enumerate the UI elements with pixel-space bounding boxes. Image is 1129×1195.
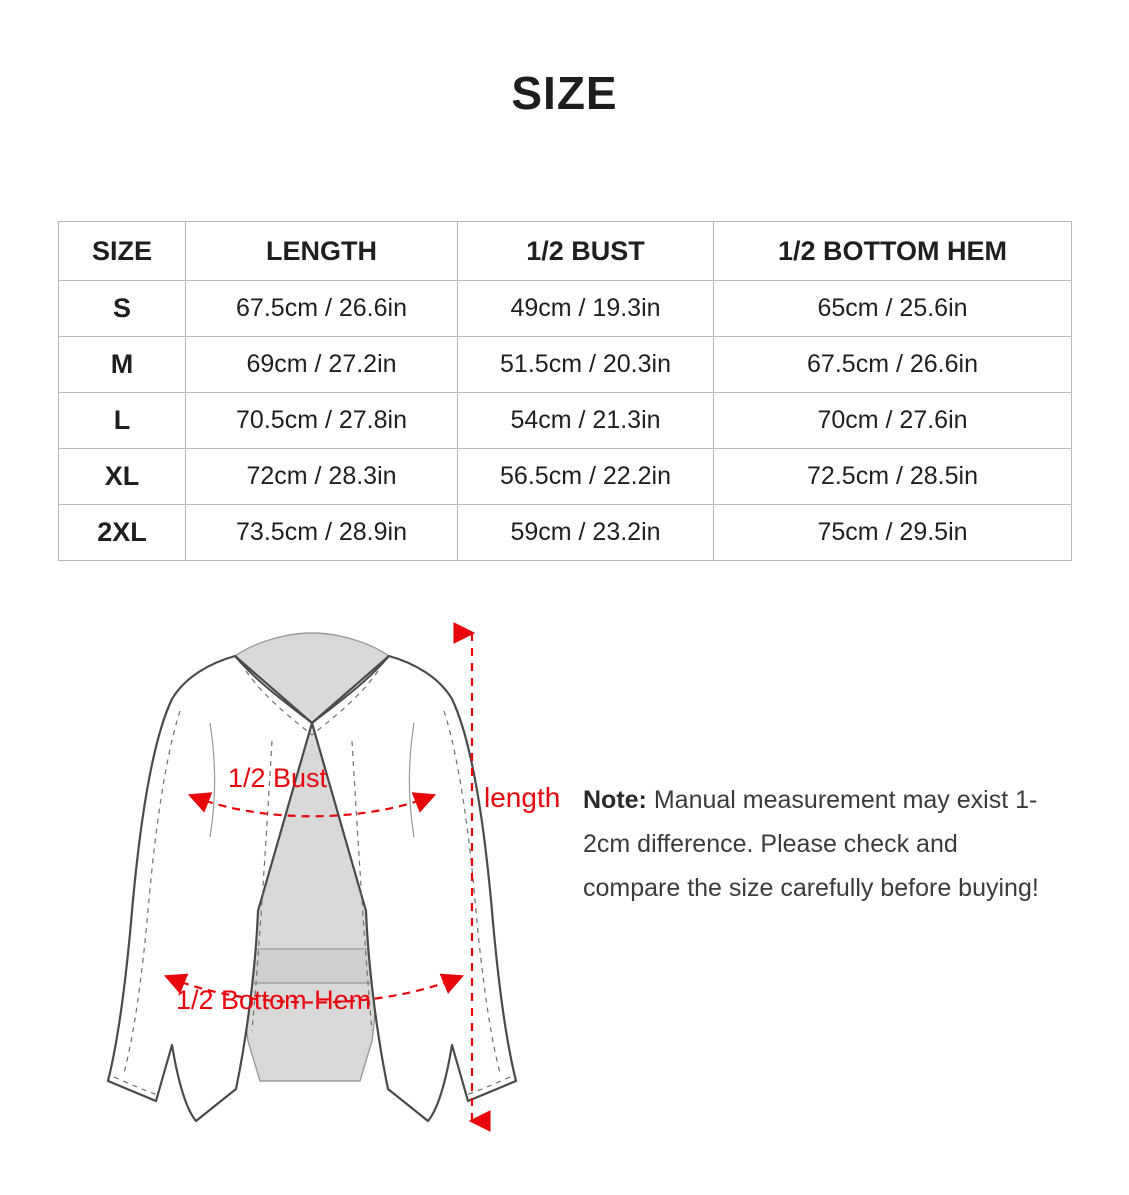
cell-hem: 70cm / 27.6in [714,393,1072,449]
cell-length: 72cm / 28.3in [186,449,458,505]
cell-hem: 72.5cm / 28.5in [714,449,1072,505]
cell-bust: 49cm / 19.3in [458,281,714,337]
cell-bust: 51.5cm / 20.3in [458,337,714,393]
cell-bust: 56.5cm / 22.2in [458,449,714,505]
cell-size: S [59,281,186,337]
cell-length: 70.5cm / 27.8in [186,393,458,449]
cell-size: XL [59,449,186,505]
cell-size: 2XL [59,505,186,561]
cell-length: 67.5cm / 26.6in [186,281,458,337]
garment-diagram [60,611,560,1141]
length-label: length [484,782,560,813]
column-header-bust: 1/2 BUST [458,222,714,281]
note-block [583,778,1053,910]
table-header-row [59,222,1072,281]
hem-label: 1/2 Bottom Hem [176,985,372,1015]
cell-size: L [59,393,186,449]
cell-length: 73.5cm / 28.9in [186,505,458,561]
column-header-length: LENGTH [186,222,458,281]
table-row [59,505,1072,561]
cell-bust: 54cm / 21.3in [458,393,714,449]
cell-size: M [59,337,186,393]
cell-bust: 59cm / 23.2in [458,505,714,561]
cell-hem: 65cm / 25.6in [714,281,1072,337]
cell-hem: 75cm / 29.5in [714,505,1072,561]
note-label: Note: [583,786,647,814]
table-row [59,393,1072,449]
table-row [59,281,1072,337]
size-table-container [58,221,1071,561]
size-table [58,221,1072,561]
note-text: Manual measurement may exist 1-2cm difference. Please check and compare the size carefully before buying! [583,786,1039,902]
column-header-hem: 1/2 BOTTOM HEM [714,222,1072,281]
column-header-size: SIZE [59,222,186,281]
table-row [59,449,1072,505]
table-row [59,337,1072,393]
bust-label: 1/2 Bust [228,763,328,793]
cell-hem: 67.5cm / 26.6in [714,337,1072,393]
page-title: SIZE [511,67,618,119]
cell-length: 69cm / 27.2in [186,337,458,393]
